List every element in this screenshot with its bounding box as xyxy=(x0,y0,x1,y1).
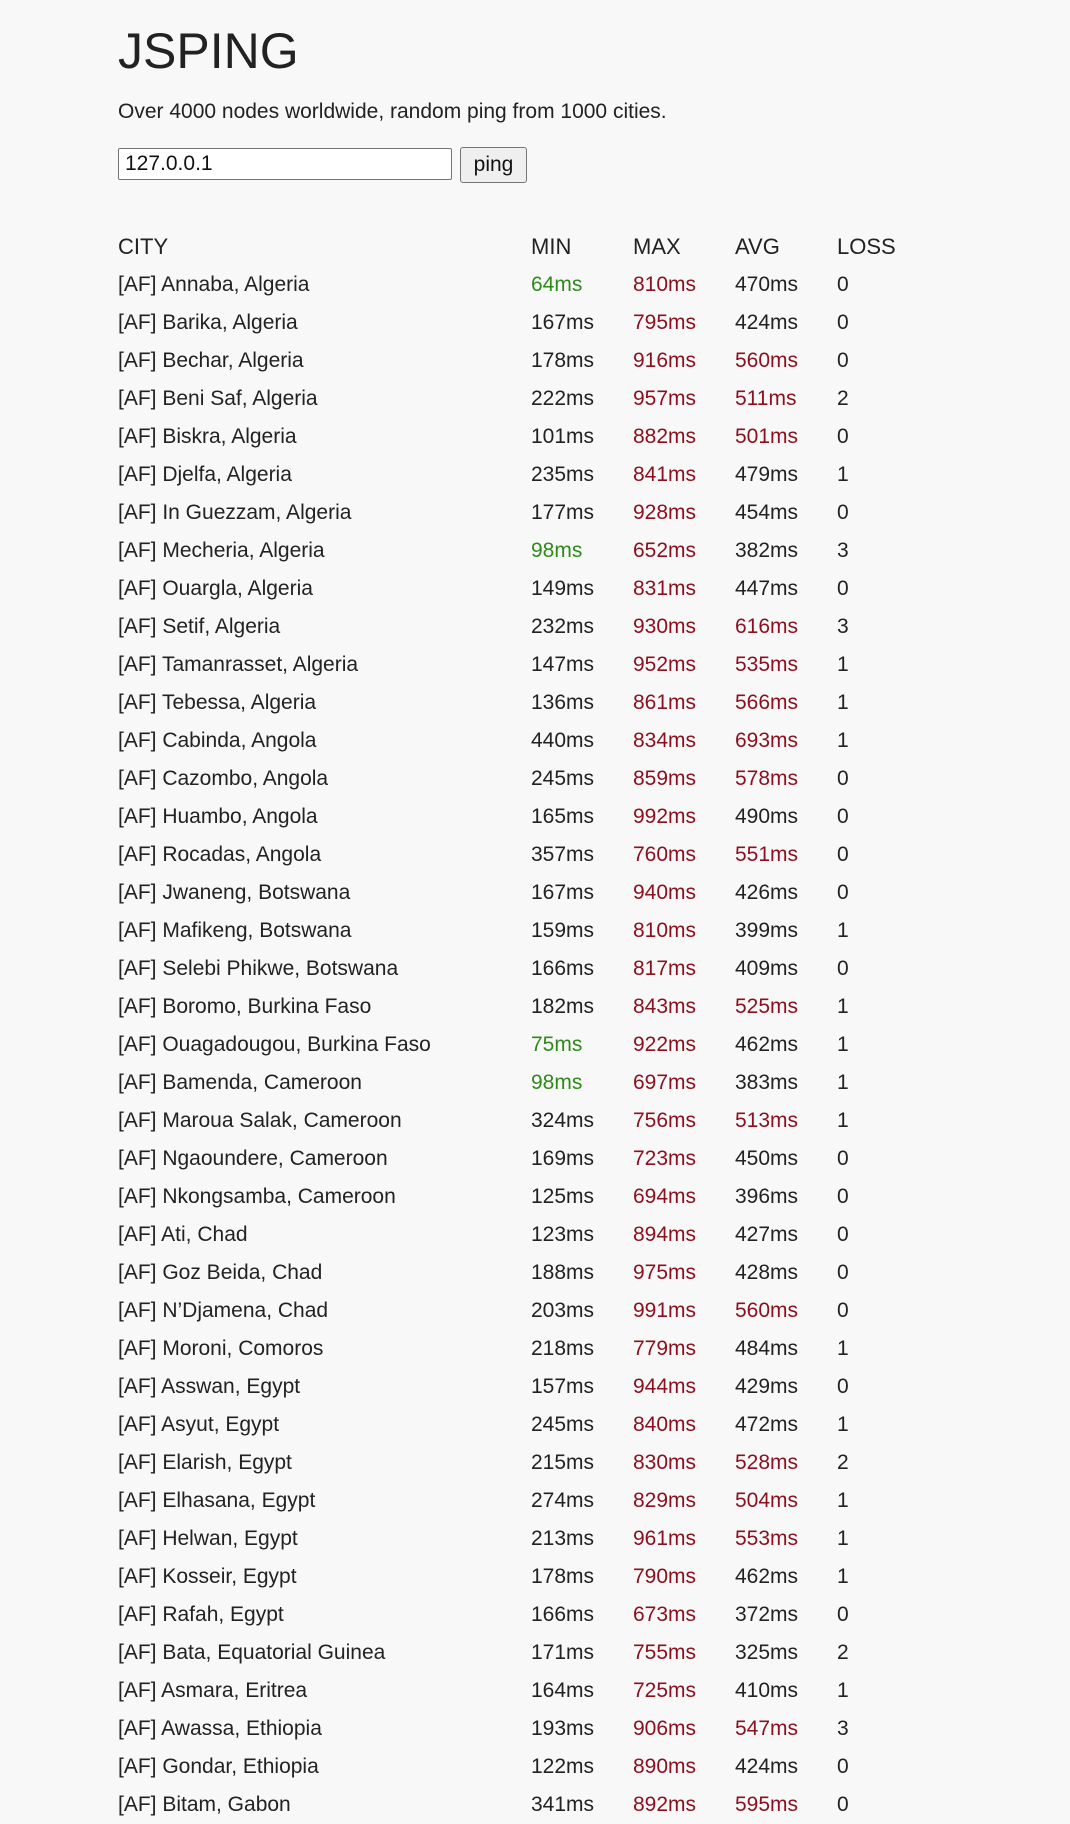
cell-city: [AF] Asswan, Egypt xyxy=(118,1375,301,1398)
cell-city: [AF] Elhasana, Egypt xyxy=(118,1489,316,1512)
cell-city: [AF] Rocadas, Angola xyxy=(118,843,322,866)
page-container xyxy=(118,0,978,1816)
cell-city: [AF] Helwan, Egypt xyxy=(118,1527,298,1550)
cell-min: 235ms xyxy=(531,463,595,486)
cell-loss: 0 xyxy=(837,273,849,296)
table-row xyxy=(118,950,917,988)
cell-min: 136ms xyxy=(531,691,595,714)
cell-min: 166ms xyxy=(531,1603,595,1626)
cell-max: 975ms xyxy=(633,1261,697,1284)
cell-avg: 566ms xyxy=(735,691,799,714)
cell-max: 944ms xyxy=(633,1375,697,1398)
cell-loss: 0 xyxy=(837,957,849,980)
cell-min: 182ms xyxy=(531,995,595,1018)
cell-loss: 1 xyxy=(837,463,849,486)
cell-loss: 0 xyxy=(837,1185,849,1208)
cell-loss: 1 xyxy=(837,995,849,1018)
cell-min: 165ms xyxy=(531,805,595,828)
cell-city: [AF] Asmara, Eritrea xyxy=(118,1679,308,1702)
table-row xyxy=(118,1558,917,1596)
cell-city: [AF] Ati, Chad xyxy=(118,1223,248,1246)
page-subtitle: Over 4000 nodes worldwide, random ping from 1000 cities. xyxy=(118,100,667,123)
cell-max: 961ms xyxy=(633,1527,697,1550)
cell-loss: 1 xyxy=(837,1071,849,1094)
cell-city: [AF] Ouargla, Algeria xyxy=(118,577,313,600)
cell-loss: 0 xyxy=(837,1223,849,1246)
cell-max: 952ms xyxy=(633,653,697,676)
header-loss: LOSS xyxy=(837,234,896,259)
table-row xyxy=(118,418,917,456)
cell-max: 810ms xyxy=(633,273,697,296)
cell-city: [AF] Huambo, Angola xyxy=(118,805,318,828)
cell-loss: 0 xyxy=(837,1755,849,1778)
cell-min: 149ms xyxy=(531,577,595,600)
cell-city: [AF] Awassa, Ethiopia xyxy=(118,1717,322,1740)
cell-avg: 429ms xyxy=(735,1375,799,1398)
cell-min: 324ms xyxy=(531,1109,595,1132)
cell-city: [AF] Djelfa, Algeria xyxy=(118,463,292,486)
cell-min: 167ms xyxy=(531,311,595,334)
cell-loss: 1 xyxy=(837,1109,849,1132)
cell-max: 810ms xyxy=(633,919,697,942)
cell-min: 178ms xyxy=(531,1565,595,1588)
cell-city: [AF] Cabinda, Angola xyxy=(118,729,317,752)
table-row xyxy=(118,1482,917,1520)
table-row xyxy=(118,1064,917,1102)
cell-avg: 484ms xyxy=(735,1337,799,1360)
table-row xyxy=(118,380,917,418)
cell-city: [AF] Moroni, Comoros xyxy=(118,1337,324,1360)
cell-city: [AF] Ouagadougou, Burkina Faso xyxy=(118,1033,431,1056)
cell-city: [AF] Annaba, Algeria xyxy=(118,273,310,296)
cell-loss: 1 xyxy=(837,1565,849,1588)
table-row xyxy=(118,1102,917,1140)
cell-min: 177ms xyxy=(531,501,595,524)
table-row xyxy=(118,836,917,874)
cell-max: 723ms xyxy=(633,1147,697,1170)
cell-loss: 0 xyxy=(837,425,849,448)
table-row xyxy=(118,1634,917,1672)
cell-min: 166ms xyxy=(531,957,595,980)
cell-loss: 2 xyxy=(837,1451,849,1474)
cell-max: 673ms xyxy=(633,1603,697,1626)
cell-avg: 479ms xyxy=(735,463,799,486)
table-row xyxy=(118,304,917,342)
cell-avg: 501ms xyxy=(735,425,799,448)
cell-max: 843ms xyxy=(633,995,697,1018)
table-row xyxy=(118,760,917,798)
cell-city: [AF] Elarish, Egypt xyxy=(118,1451,292,1474)
cell-min: 232ms xyxy=(531,615,595,638)
table-row xyxy=(118,874,917,912)
table-header-row xyxy=(118,228,917,266)
table-row xyxy=(118,1596,917,1634)
cell-max: 861ms xyxy=(633,691,697,714)
table-row xyxy=(118,1672,917,1710)
cell-max: 892ms xyxy=(633,1793,697,1816)
cell-loss: 1 xyxy=(837,919,849,942)
cell-min: 75ms xyxy=(531,1033,583,1056)
table-row xyxy=(118,1786,917,1824)
cell-max: 755ms xyxy=(633,1641,697,1664)
cell-city: [AF] Bechar, Algeria xyxy=(118,349,304,372)
table-row xyxy=(118,342,917,380)
table-row xyxy=(118,1748,917,1786)
cell-avg: 427ms xyxy=(735,1223,799,1246)
cell-city: [AF] Asyut, Egypt xyxy=(118,1413,280,1436)
cell-avg: 528ms xyxy=(735,1451,799,1474)
cell-loss: 1 xyxy=(837,1679,849,1702)
cell-loss: 1 xyxy=(837,1527,849,1550)
cell-city: [AF] Selebi Phikwe, Botswana xyxy=(118,957,399,980)
cell-city: [AF] Bamenda, Cameroon xyxy=(118,1071,362,1094)
cell-max: 756ms xyxy=(633,1109,697,1132)
cell-min: 203ms xyxy=(531,1299,595,1322)
cell-loss: 0 xyxy=(837,1793,849,1816)
cell-max: 992ms xyxy=(633,805,697,828)
cell-city: [AF] N’Djamena, Chad xyxy=(118,1299,329,1322)
table-row xyxy=(118,1406,917,1444)
ping-form xyxy=(118,148,527,183)
cell-avg: 616ms xyxy=(735,615,799,638)
cell-avg: 454ms xyxy=(735,501,799,524)
cell-city: [AF] Tebessa, Algeria xyxy=(118,691,317,714)
results-body xyxy=(118,266,917,1824)
cell-loss: 1 xyxy=(837,691,849,714)
cell-max: 882ms xyxy=(633,425,697,448)
cell-avg: 462ms xyxy=(735,1033,799,1056)
cell-loss: 0 xyxy=(837,1147,849,1170)
cell-loss: 0 xyxy=(837,1375,849,1398)
cell-max: 930ms xyxy=(633,615,697,638)
cell-max: 840ms xyxy=(633,1413,697,1436)
cell-max: 830ms xyxy=(633,1451,697,1474)
cell-max: 940ms xyxy=(633,881,697,904)
cell-min: 101ms xyxy=(531,425,595,448)
table-row xyxy=(118,1330,917,1368)
table-row xyxy=(118,1710,917,1748)
cell-city: [AF] Nkongsamba, Cameroon xyxy=(118,1185,396,1208)
ping-button[interactable]: ping xyxy=(460,147,527,183)
cell-city: [AF] Tamanrasset, Algeria xyxy=(118,653,359,676)
cell-min: 341ms xyxy=(531,1793,595,1816)
cell-max: 906ms xyxy=(633,1717,697,1740)
cell-max: 890ms xyxy=(633,1755,697,1778)
table-row xyxy=(118,570,917,608)
cell-loss: 2 xyxy=(837,387,849,410)
cell-city: [AF] Mafikeng, Botswana xyxy=(118,919,352,942)
cell-city: [AF] Maroua Salak, Cameroon xyxy=(118,1109,402,1132)
cell-min: 213ms xyxy=(531,1527,595,1550)
cell-loss: 3 xyxy=(837,615,849,638)
cell-max: 652ms xyxy=(633,539,697,562)
cell-min: 98ms xyxy=(531,1071,583,1094)
cell-avg: 462ms xyxy=(735,1565,799,1588)
table-row xyxy=(118,1026,917,1064)
cell-avg: 410ms xyxy=(735,1679,799,1702)
cell-max: 725ms xyxy=(633,1679,697,1702)
cell-max: 859ms xyxy=(633,767,697,790)
cell-avg: 447ms xyxy=(735,577,799,600)
header-min: MIN xyxy=(531,234,572,259)
cell-max: 795ms xyxy=(633,311,697,334)
cell-avg: 693ms xyxy=(735,729,799,752)
cell-avg: 472ms xyxy=(735,1413,799,1436)
cell-min: 218ms xyxy=(531,1337,595,1360)
cell-avg: 551ms xyxy=(735,843,799,866)
page-title: JSPING xyxy=(118,23,299,79)
cell-city: [AF] Setif, Algeria xyxy=(118,615,281,638)
cell-avg: 513ms xyxy=(735,1109,799,1132)
cell-loss: 1 xyxy=(837,729,849,752)
cell-city: [AF] Goz Beida, Chad xyxy=(118,1261,323,1284)
cell-city: [AF] Ngaoundere, Cameroon xyxy=(118,1147,388,1170)
table-row xyxy=(118,532,917,570)
cell-avg: 595ms xyxy=(735,1793,799,1816)
cell-city: [AF] Gondar, Ethiopia xyxy=(118,1755,319,1778)
cell-loss: 0 xyxy=(837,881,849,904)
cell-city: [AF] In Guezzam, Algeria xyxy=(118,501,352,524)
cell-max: 790ms xyxy=(633,1565,697,1588)
table-row xyxy=(118,1368,917,1406)
cell-max: 697ms xyxy=(633,1071,697,1094)
table-row xyxy=(118,1140,917,1178)
cell-city: [AF] Kosseir, Egypt xyxy=(118,1565,297,1588)
cell-min: 123ms xyxy=(531,1223,595,1246)
cell-avg: 372ms xyxy=(735,1603,799,1626)
header-max: MAX xyxy=(633,234,681,259)
table-row xyxy=(118,684,917,722)
table-row xyxy=(118,494,917,532)
cell-min: 215ms xyxy=(531,1451,595,1474)
table-row xyxy=(118,1444,917,1482)
table-row xyxy=(118,1520,917,1558)
cell-avg: 560ms xyxy=(735,1299,799,1322)
cell-city: [AF] Jwaneng, Botswana xyxy=(118,881,351,904)
cell-min: 157ms xyxy=(531,1375,595,1398)
cell-avg: 450ms xyxy=(735,1147,799,1170)
cell-avg: 409ms xyxy=(735,957,799,980)
table-row xyxy=(118,1254,917,1292)
cell-avg: 535ms xyxy=(735,653,799,676)
results-table xyxy=(118,228,917,1824)
cell-min: 193ms xyxy=(531,1717,595,1740)
table-row xyxy=(118,646,917,684)
cell-avg: 399ms xyxy=(735,919,799,942)
table-row xyxy=(118,1178,917,1216)
cell-avg: 553ms xyxy=(735,1527,799,1550)
cell-loss: 1 xyxy=(837,653,849,676)
cell-city: [AF] Bata, Equatorial Guinea xyxy=(118,1641,386,1664)
cell-max: 831ms xyxy=(633,577,697,600)
cell-max: 957ms xyxy=(633,387,697,410)
cell-max: 834ms xyxy=(633,729,697,752)
cell-avg: 547ms xyxy=(735,1717,799,1740)
cell-min: 125ms xyxy=(531,1185,595,1208)
cell-min: 159ms xyxy=(531,919,595,942)
table-row xyxy=(118,722,917,760)
cell-city: [AF] Boromo, Burkina Faso xyxy=(118,995,372,1018)
cell-city: [AF] Mecheria, Algeria xyxy=(118,539,325,562)
cell-min: 245ms xyxy=(531,1413,595,1436)
cell-city: [AF] Bitam, Gabon xyxy=(118,1793,291,1816)
cell-loss: 0 xyxy=(837,501,849,524)
cell-avg: 511ms xyxy=(735,387,797,410)
table-row xyxy=(118,798,917,836)
cell-min: 245ms xyxy=(531,767,595,790)
cell-max: 760ms xyxy=(633,843,697,866)
header-city: CITY xyxy=(118,234,169,259)
cell-loss: 0 xyxy=(837,1299,849,1322)
cell-avg: 578ms xyxy=(735,767,799,790)
table-row xyxy=(118,608,917,646)
cell-min: 122ms xyxy=(531,1755,595,1778)
cell-min: 357ms xyxy=(531,843,595,866)
table-row xyxy=(118,1216,917,1254)
cell-min: 222ms xyxy=(531,387,595,410)
cell-avg: 525ms xyxy=(735,995,799,1018)
cell-min: 440ms xyxy=(531,729,595,752)
cell-loss: 1 xyxy=(837,1033,849,1056)
cell-avg: 490ms xyxy=(735,805,799,828)
cell-loss: 2 xyxy=(837,1641,849,1664)
cell-avg: 325ms xyxy=(735,1641,799,1664)
cell-min: 188ms xyxy=(531,1261,595,1284)
cell-max: 694ms xyxy=(633,1185,697,1208)
cell-loss: 3 xyxy=(837,539,849,562)
cell-loss: 0 xyxy=(837,577,849,600)
cell-avg: 426ms xyxy=(735,881,799,904)
table-row xyxy=(118,912,917,950)
cell-min: 64ms xyxy=(531,273,583,296)
cell-loss: 0 xyxy=(837,843,849,866)
cell-max: 779ms xyxy=(633,1337,697,1360)
cell-max: 817ms xyxy=(633,957,697,980)
cell-loss: 0 xyxy=(837,349,849,372)
cell-loss: 1 xyxy=(837,1489,849,1512)
cell-city: [AF] Beni Saf, Algeria xyxy=(118,387,318,410)
cell-max: 829ms xyxy=(633,1489,697,1512)
cell-loss: 0 xyxy=(837,311,849,334)
cell-min: 274ms xyxy=(531,1489,595,1512)
cell-min: 178ms xyxy=(531,349,595,372)
cell-loss: 1 xyxy=(837,1337,849,1360)
cell-loss: 0 xyxy=(837,767,849,790)
cell-avg: 382ms xyxy=(735,539,799,562)
cell-loss: 0 xyxy=(837,1603,849,1626)
cell-avg: 560ms xyxy=(735,349,799,372)
cell-min: 169ms xyxy=(531,1147,595,1170)
cell-loss: 3 xyxy=(837,1717,849,1740)
table-row xyxy=(118,456,917,494)
cell-max: 894ms xyxy=(633,1223,697,1246)
cell-avg: 383ms xyxy=(735,1071,799,1094)
cell-city: [AF] Rafah, Egypt xyxy=(118,1603,284,1626)
cell-city: [AF] Biskra, Algeria xyxy=(118,425,297,448)
cell-max: 841ms xyxy=(633,463,697,486)
cell-loss: 0 xyxy=(837,805,849,828)
cell-avg: 396ms xyxy=(735,1185,799,1208)
cell-max: 922ms xyxy=(633,1033,697,1056)
header-avg: AVG xyxy=(735,234,780,259)
cell-min: 171ms xyxy=(531,1641,595,1664)
table-row xyxy=(118,1292,917,1330)
cell-avg: 428ms xyxy=(735,1261,799,1284)
cell-min: 98ms xyxy=(531,539,583,562)
cell-min: 147ms xyxy=(531,653,595,676)
cell-avg: 424ms xyxy=(735,311,799,334)
cell-loss: 1 xyxy=(837,1413,849,1436)
table-row xyxy=(118,266,917,304)
cell-avg: 470ms xyxy=(735,273,799,296)
cell-max: 991ms xyxy=(633,1299,697,1322)
cell-max: 916ms xyxy=(633,349,697,372)
host-input[interactable] xyxy=(118,148,452,180)
cell-city: [AF] Barika, Algeria xyxy=(118,311,298,334)
table-row xyxy=(118,988,917,1026)
cell-max: 928ms xyxy=(633,501,697,524)
cell-avg: 504ms xyxy=(735,1489,799,1512)
cell-city: [AF] Cazombo, Angola xyxy=(118,767,329,790)
cell-min: 164ms xyxy=(531,1679,595,1702)
cell-loss: 0 xyxy=(837,1261,849,1284)
cell-min: 167ms xyxy=(531,881,595,904)
cell-avg: 424ms xyxy=(735,1755,799,1778)
